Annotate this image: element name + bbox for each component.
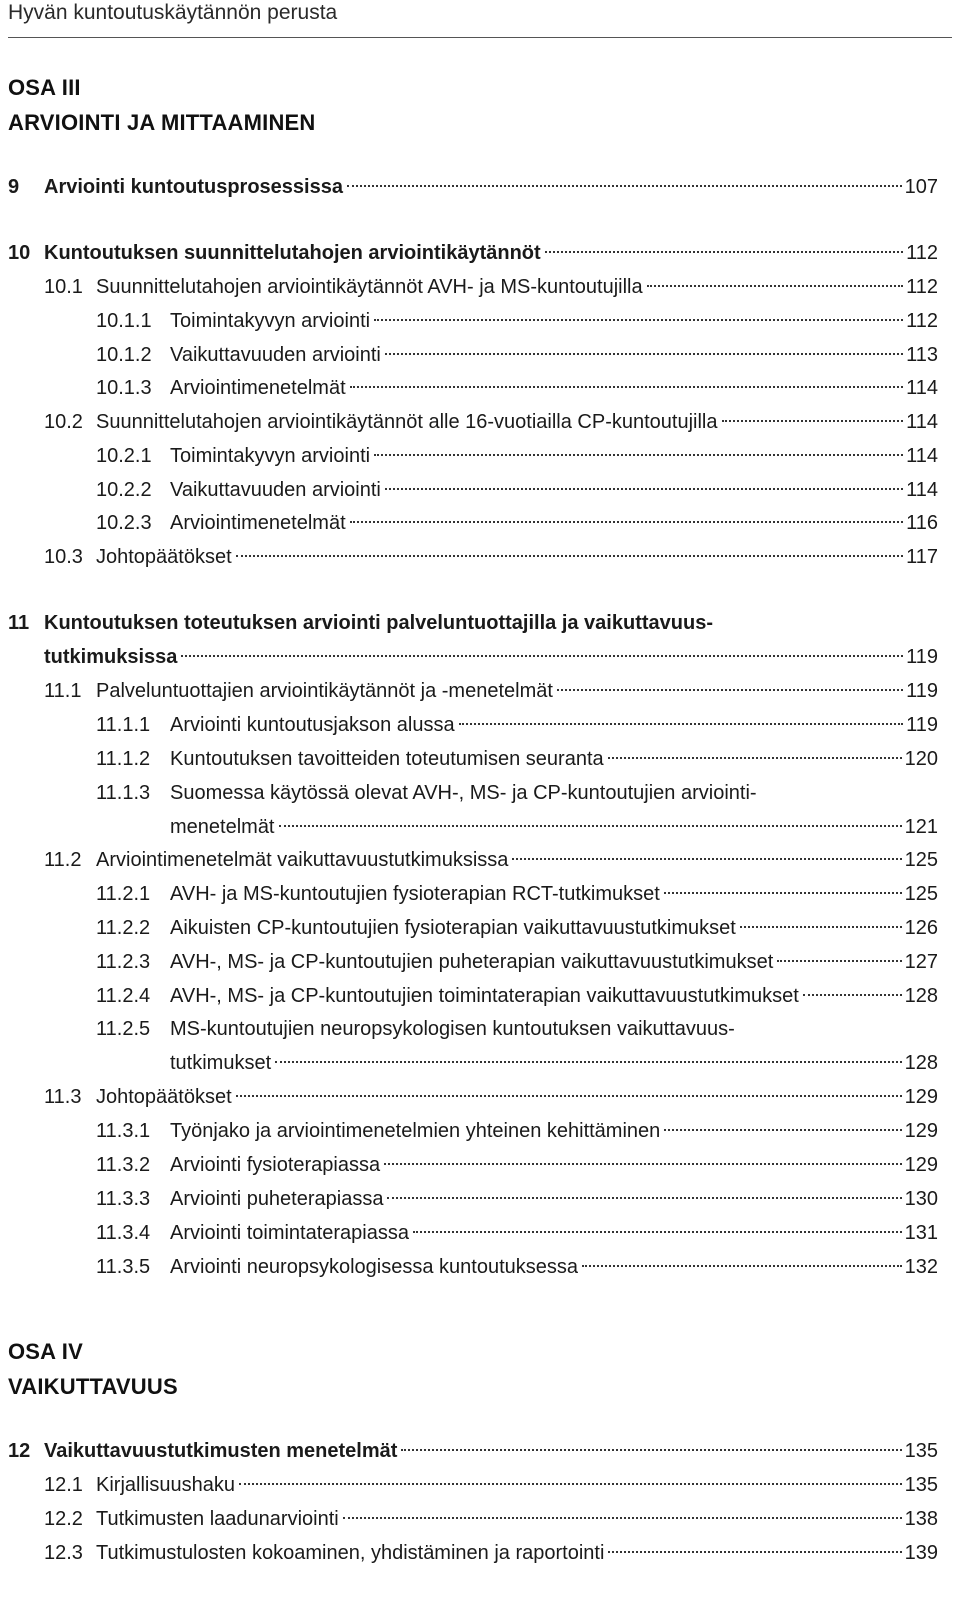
part-title: VAIKUTTAVUUS [8, 1374, 178, 1399]
toc-entry[interactable] [0, 304, 960, 338]
section-title: AVH-, MS- ja CP-kuntoutujien puheterapian vaikuttavuustutkimukset [170, 951, 774, 973]
dot-leader [236, 1095, 902, 1097]
page-number: 129 [904, 1086, 938, 1108]
dot-leader [347, 185, 902, 187]
running-header: Hyvän kuntoutuskäytännön perusta [8, 1, 338, 24]
toc-entry[interactable] [0, 674, 960, 708]
entry-line [170, 1046, 938, 1080]
section-number: 11.2.5 [96, 1018, 151, 1040]
page-number: 107 [904, 176, 938, 198]
entry-line [170, 371, 938, 405]
section-title: Kirjallisuushaku [96, 1474, 235, 1496]
section-number: 10.2.2 [96, 479, 152, 501]
section-title: Arviointi neuropsykologisessa kuntoutuksessa [170, 1256, 578, 1278]
page-number: 114 [906, 377, 938, 399]
section-title: Tutkimustulosten kokoaminen, yhdistäminen ja raportointi [96, 1542, 605, 1564]
dot-leader [279, 825, 902, 827]
page-number: 113 [906, 344, 938, 366]
entry-line [170, 979, 938, 1013]
section-number: 11.2.4 [96, 985, 151, 1007]
page-number: 114 [906, 479, 938, 501]
toc-entry[interactable] [0, 236, 960, 270]
section-title: Aikuisten CP-kuntoutujien fysioterapian vaikuttavuustutkimukset [170, 917, 736, 939]
entry-line [170, 338, 938, 372]
entry-line [96, 674, 938, 708]
page-number: 112 [906, 310, 938, 332]
toc-entry[interactable] [0, 405, 960, 439]
toc-entry[interactable] [0, 1434, 960, 1468]
entry-line [170, 742, 938, 776]
dot-leader [459, 723, 904, 725]
toc-entry[interactable] [0, 1114, 960, 1148]
toc-entry[interactable] [0, 1536, 960, 1570]
toc-entry[interactable] [0, 1216, 960, 1250]
toc-entry[interactable] [0, 843, 960, 877]
section-number: 11.2.1 [96, 883, 151, 905]
dot-leader [385, 488, 903, 490]
section-title: menetelmät [170, 816, 275, 838]
section-title: Suunnittelutahojen arviointikäytännöt AVH- ja MS-kuntoutujilla [96, 276, 643, 298]
entry-line [170, 1250, 938, 1284]
entry-line [44, 640, 938, 674]
section-number: 10.1.2 [96, 344, 152, 366]
section-number: 11.1.3 [96, 782, 151, 804]
section-title: Arviointimenetelmät [170, 377, 346, 399]
dot-leader [239, 1483, 902, 1485]
toc-entry[interactable] [0, 540, 960, 574]
entry-line [170, 439, 938, 473]
section-number: 10.1 [44, 276, 83, 298]
part-number: OSA III [8, 75, 81, 100]
page-number: 128 [904, 985, 938, 1007]
entry-line [44, 1434, 938, 1468]
section-title: Arviointi kuntoutusjakson alussa [170, 714, 455, 736]
toc-entry[interactable] [0, 708, 960, 742]
section-number: 10.2 [44, 411, 83, 433]
toc-entry[interactable] [0, 1080, 960, 1114]
toc-entry[interactable] [0, 270, 960, 304]
section-title: Vaikuttavuustutkimusten menetelmät [44, 1440, 398, 1462]
dot-leader [401, 1449, 901, 1451]
page-number: 119 [906, 714, 938, 736]
entry-line [170, 776, 938, 810]
section-number: 11.3 [44, 1086, 82, 1108]
section-title: Arviointi toimintaterapiassa [170, 1222, 409, 1244]
entry-line [96, 405, 938, 439]
section-title: Johtopäätökset [96, 546, 232, 568]
entry-line [170, 473, 938, 507]
dot-leader [777, 960, 901, 962]
toc-entry[interactable] [0, 606, 960, 640]
entry-line [44, 606, 938, 640]
section-number: 11.2.2 [96, 917, 151, 939]
dot-leader [181, 655, 903, 657]
page-number: 114 [906, 411, 938, 433]
page-number: 135 [904, 1474, 938, 1496]
dot-leader [608, 1551, 901, 1553]
entry-line [170, 877, 938, 911]
dot-leader [374, 454, 903, 456]
entry-line [44, 236, 938, 270]
entry-line [170, 304, 938, 338]
section-number: 11.3.4 [96, 1222, 151, 1244]
page-number: 114 [906, 445, 938, 467]
section-title: Arviointimenetelmät vaikuttavuustutkimuksissa [96, 849, 509, 871]
toc-entry[interactable] [0, 742, 960, 776]
section-title: MS-kuntoutujien neuropsykologisen kuntoutuksen vaikuttavuus- [170, 1018, 735, 1040]
dot-leader [664, 1129, 901, 1131]
page-number: 125 [904, 883, 938, 905]
toc-entry[interactable] [0, 1468, 960, 1502]
section-number: 11.2 [44, 849, 82, 871]
section-number: 10.2.1 [96, 445, 152, 467]
section-title: Arviointimenetelmät [170, 512, 346, 534]
section-title: Vaikuttavuuden arviointi [170, 344, 381, 366]
section-number: 11.2.3 [96, 951, 151, 973]
dot-leader [413, 1231, 902, 1233]
entry-line [96, 270, 938, 304]
page-number: 135 [904, 1440, 938, 1462]
page-number: 120 [904, 748, 938, 770]
section-title: Tutkimusten laadunarviointi [96, 1508, 339, 1530]
entry-line [170, 1114, 938, 1148]
dot-leader [350, 521, 903, 523]
toc-entry[interactable] [0, 979, 960, 1013]
dot-leader [803, 994, 902, 996]
page-number: 127 [904, 951, 938, 973]
section-title: Arviointi puheterapiassa [170, 1188, 384, 1210]
section-title: Suunnittelutahojen arviointikäytännöt alle 16-vuotiailla CP-kuntoutujilla [96, 411, 718, 433]
section-number: 11.1.1 [96, 714, 151, 736]
section-title: Toimintakyvyn arviointi [170, 445, 371, 467]
entry-line [170, 1012, 938, 1046]
page-number: 139 [904, 1542, 938, 1564]
part-title: ARVIOINTI JA MITTAAMINEN [8, 110, 316, 135]
page-number: 117 [906, 546, 938, 568]
dot-leader [608, 757, 902, 759]
page-number: 129 [904, 1154, 938, 1176]
page-number: 112 [906, 276, 938, 298]
toc-entry[interactable] [0, 1012, 960, 1046]
part-number: OSA IV [8, 1339, 83, 1364]
page-number: 129 [904, 1120, 938, 1142]
dot-leader [374, 319, 903, 321]
toc-entry[interactable] [0, 1502, 960, 1536]
section-title: Arviointi fysioterapiassa [170, 1154, 381, 1176]
page-number: 125 [904, 849, 938, 871]
toc-entry[interactable] [0, 338, 960, 372]
toc-entry[interactable] [0, 371, 960, 405]
page-number: 128 [904, 1052, 938, 1074]
section-title: AVH- ja MS-kuntoutujien fysioterapian RCT-tutkimukset [170, 883, 660, 905]
page-number: 126 [904, 917, 938, 939]
section-number: 10.1.3 [96, 377, 152, 399]
entry-line [96, 1468, 938, 1502]
toc-entry-continuation[interactable] [0, 1046, 960, 1080]
toc-entry[interactable] [0, 506, 960, 540]
dot-leader [387, 1197, 901, 1199]
toc-entry-continuation[interactable] [0, 810, 960, 844]
section-title: Toimintakyvyn arviointi [170, 310, 371, 332]
toc-entry[interactable] [0, 877, 960, 911]
page-number: 131 [904, 1222, 938, 1244]
section-number: 12.3 [44, 1542, 83, 1564]
page-number: 116 [906, 512, 938, 534]
dot-leader [385, 353, 903, 355]
section-title: Kuntoutuksen tavoitteiden toteutumisen seuranta [170, 748, 604, 770]
section-number: 11.3.5 [96, 1256, 151, 1278]
dot-leader [236, 555, 903, 557]
dot-leader [545, 251, 903, 253]
dot-leader [512, 858, 901, 860]
entry-line [170, 1216, 938, 1250]
section-title: Vaikuttavuuden arviointi [170, 479, 381, 501]
toc-entry[interactable] [0, 170, 960, 204]
section-number: 10.1.1 [96, 310, 152, 332]
toc-entry[interactable] [0, 1250, 960, 1284]
dot-leader [582, 1265, 902, 1267]
section-title: Kuntoutuksen suunnittelutahojen arviointikäytännöt [44, 242, 541, 264]
entry-line [170, 810, 938, 844]
dot-leader [647, 285, 903, 287]
toc-entry[interactable] [0, 945, 960, 979]
section-title: Suomessa käytössä olevat AVH-, MS- ja CP-kuntoutujien arviointi- [170, 782, 757, 804]
dot-leader [350, 386, 903, 388]
dot-leader [557, 689, 903, 691]
entry-line [170, 911, 938, 945]
section-number: 12.1 [44, 1474, 83, 1496]
section-number: 11.3.2 [96, 1154, 151, 1176]
section-title: Työnjako ja arviointimenetelmien yhteinen kehittäminen [170, 1120, 661, 1142]
page-number: 119 [906, 646, 938, 668]
dot-leader [343, 1517, 902, 1519]
entry-line [170, 1148, 938, 1182]
section-title: Palveluntuottajien arviointikäytännöt ja -menetelmät [96, 680, 553, 702]
section-number: 11.3.1 [96, 1120, 151, 1142]
toc-entry[interactable] [0, 473, 960, 507]
toc-entry[interactable] [0, 1148, 960, 1182]
part-heading [8, 70, 316, 140]
part-heading [8, 1334, 178, 1404]
toc-entry[interactable] [0, 911, 960, 945]
entry-line [170, 506, 938, 540]
entry-line [96, 1502, 938, 1536]
page-number: 119 [906, 680, 938, 702]
section-number: 11 [8, 612, 30, 634]
entry-line [96, 843, 938, 877]
page-number: 121 [904, 816, 938, 838]
section-title: Johtopäätökset [96, 1086, 232, 1108]
dot-leader [722, 420, 904, 422]
section-title: Kuntoutuksen toteutuksen arviointi palveluntuottajilla ja vaikuttavuus- [44, 612, 713, 634]
section-number: 11.1 [44, 680, 82, 702]
section-number: 11.3.3 [96, 1188, 151, 1210]
toc-entry-continuation[interactable] [0, 640, 960, 674]
dot-leader [664, 892, 902, 894]
dot-leader [384, 1163, 902, 1165]
toc-entry[interactable] [0, 776, 960, 810]
header-rule [8, 37, 952, 38]
entry-line [170, 708, 938, 742]
entry-line [96, 1080, 938, 1114]
section-title: AVH-, MS- ja CP-kuntoutujien toimintaterapian vaikuttavuustutkimukset [170, 985, 799, 1007]
page-number: 130 [904, 1188, 938, 1210]
toc-entry[interactable] [0, 439, 960, 473]
section-number: 10 [8, 242, 31, 264]
page-number: 138 [904, 1508, 938, 1530]
section-title: tutkimukset [170, 1052, 272, 1074]
section-number: 9 [8, 176, 20, 198]
section-number: 10.3 [44, 546, 83, 568]
section-title: tutkimuksissa [44, 646, 178, 668]
section-number: 10.2.3 [96, 512, 152, 534]
section-number: 12 [8, 1440, 31, 1462]
dot-leader [275, 1061, 901, 1063]
section-title: Arviointi kuntoutusprosessissa [44, 176, 343, 198]
entry-line [170, 945, 938, 979]
section-number: 12.2 [44, 1508, 83, 1530]
page-number: 112 [906, 242, 938, 264]
entry-line [44, 170, 938, 204]
page-number: 132 [904, 1256, 938, 1278]
entry-line [170, 1182, 938, 1216]
section-number: 11.1.2 [96, 748, 151, 770]
entry-line [96, 1536, 938, 1570]
entry-line [96, 540, 938, 574]
dot-leader [740, 926, 902, 928]
toc-entry[interactable] [0, 1182, 960, 1216]
